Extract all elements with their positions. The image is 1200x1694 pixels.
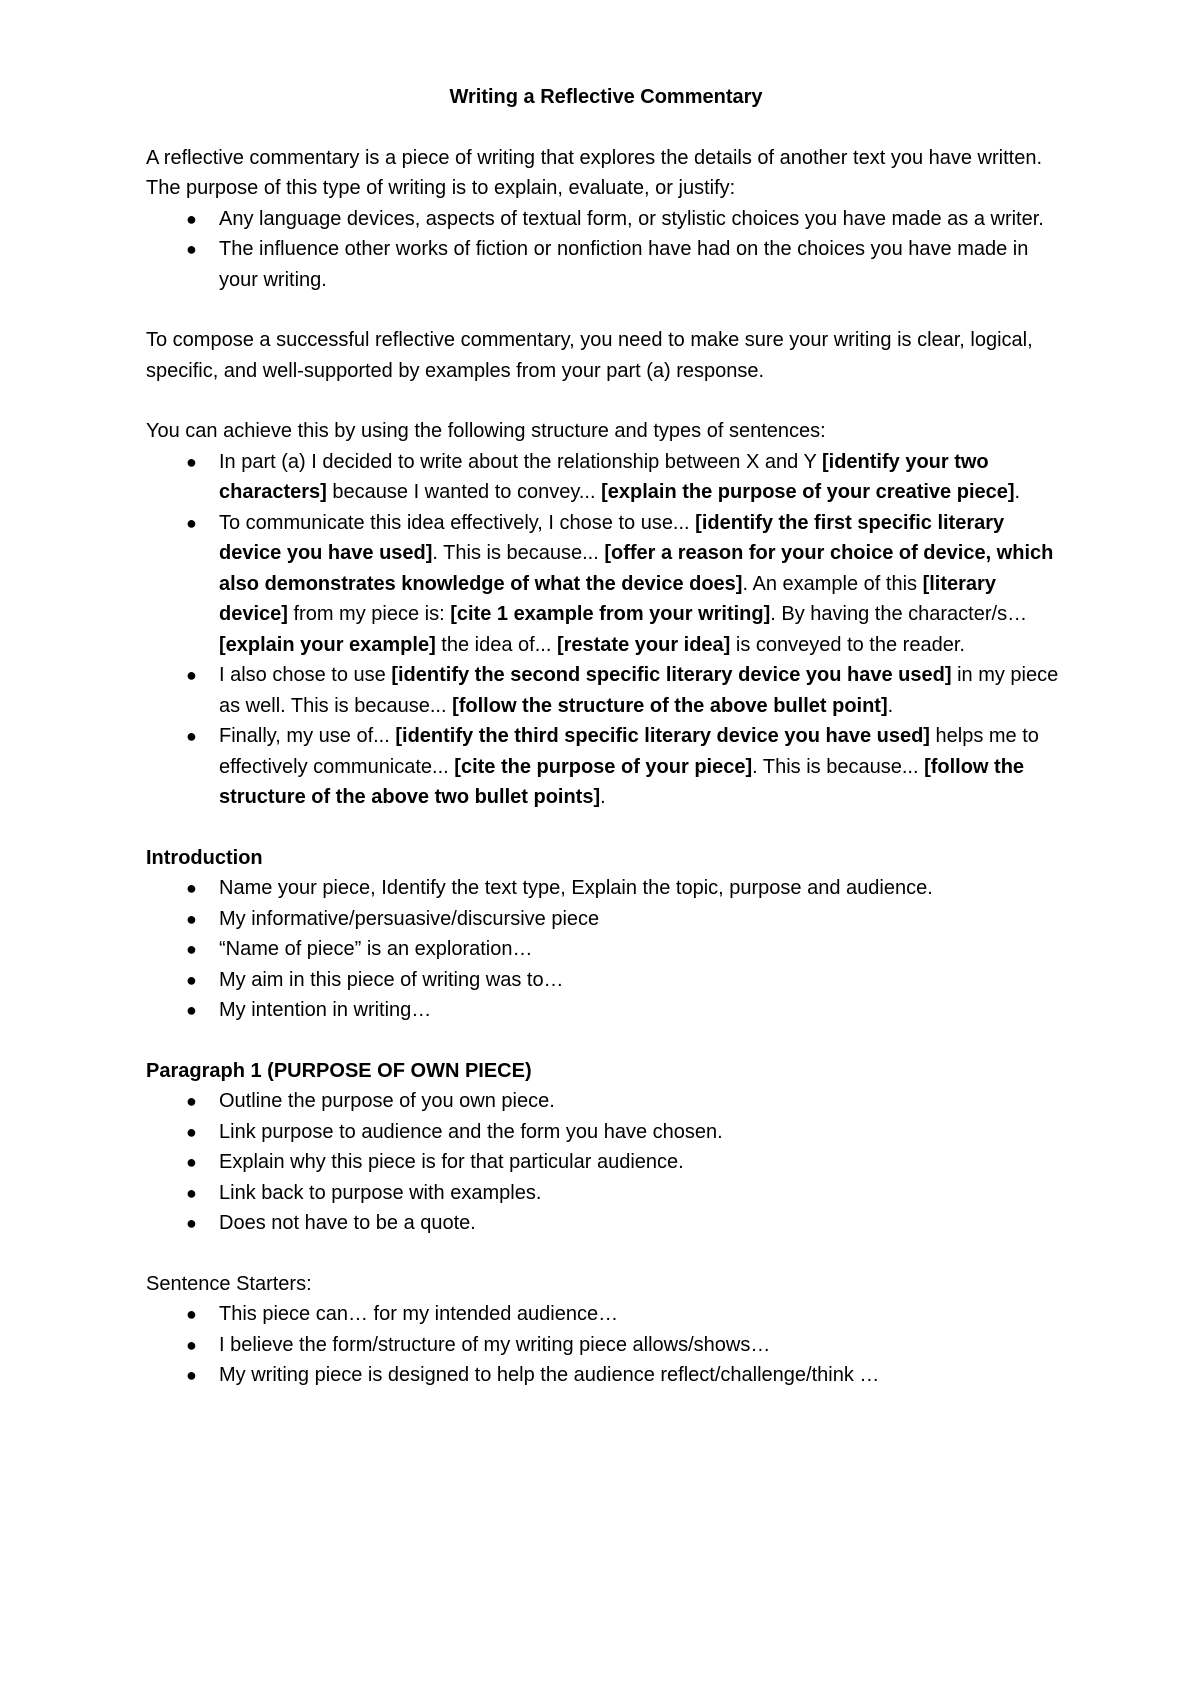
bullet-icon: ● (186, 665, 197, 685)
bold-placeholder: [restate your idea] (556, 633, 731, 656)
list-item: ● Any language devices, aspects of textual form, or stylistic choices you have made as a writer. (146, 204, 1066, 235)
bullet-icon: ● (186, 1182, 197, 1203)
bullet-icon: ● (186, 1000, 197, 1020)
bullet-icon: ● (186, 726, 197, 746)
list-item: ● The influence other works of fiction or nonfiction have had on the choices you have made in your writing. (146, 234, 1066, 295)
rich-text (219, 451, 1020, 504)
bullet-icon: ● (186, 239, 197, 259)
list-item: ● This piece can… for my intended audience… (146, 1299, 1066, 1330)
list-item (146, 508, 1066, 661)
intro-paragraph: A reflective commentary is a piece of writing that explores the details of another text you have written. The purpose of this type of writing is to explain, evaluate, or justify: (146, 146, 1043, 199)
list-item (146, 447, 1066, 508)
bold-placeholder: [cite the purpose of your piece] (454, 755, 753, 778)
bullet-icon: ● (186, 939, 197, 959)
text-segment: . This is because... (752, 755, 925, 778)
structure-bullet-list (146, 447, 1066, 813)
bold-placeholder: [identify your two characters] (219, 450, 989, 503)
text-segment: . (1014, 481, 1021, 503)
text-segment: To communicate this idea effectively, I chose to use... (219, 511, 696, 534)
bold-placeholder: [explain your example] (219, 633, 436, 656)
list-item: ● Link purpose to audience and the form you have chosen. (146, 1117, 1066, 1148)
structure-intro: You can achieve this by using the following structure and types of sentences: (146, 420, 826, 442)
bullet-icon: ● (186, 1304, 197, 1324)
text-segment: from my piece is: (287, 603, 451, 625)
sentence-starters-bullet-list (146, 1299, 1066, 1391)
text-segment: because I wanted to convey... (326, 481, 602, 503)
bullet-icon: ● (186, 908, 197, 929)
bullet-icon: ● (186, 1334, 197, 1355)
list-item: ● Name your piece, Identify the text type, Explain the topic, purpose and audience. (146, 873, 1066, 904)
list-item: ● My aim in this piece of writing was to… (146, 965, 1066, 996)
list-item: ● Outline the purpose of you own piece. (146, 1086, 1066, 1117)
sentence-starters-heading: Sentence Starters: (146, 1272, 312, 1295)
rich-text (219, 725, 1039, 808)
list-item: ● My writing piece is designed to help the audience reflect/challenge/think … (146, 1360, 1066, 1391)
bullet-icon: ● (186, 1121, 197, 1142)
bold-placeholder: [literary device] (219, 572, 996, 625)
text-segment: Finally, my use of... (219, 725, 396, 747)
paragraph1-bullet-list (146, 1086, 1066, 1239)
list-item: ● My informative/persuasive/discursive piece (146, 904, 1066, 935)
list-item: ● Explain why this piece is for that particular audience. (146, 1147, 1066, 1178)
bold-placeholder: [cite 1 example from your writing] (450, 603, 771, 625)
bullet-icon: ● (186, 208, 197, 229)
bullet-icon: ● (186, 512, 197, 533)
text-segment: I also chose to use (219, 664, 392, 686)
bullet-icon: ● (186, 1213, 197, 1233)
text-segment: the idea of... (435, 633, 557, 656)
list-item (146, 660, 1066, 721)
bold-placeholder: [follow the structure of the above bullet point] (452, 694, 888, 717)
introduction-heading: Introduction (146, 846, 263, 869)
bullet-icon: ● (186, 1091, 197, 1111)
introduction-bullet-list (146, 873, 1066, 1026)
text-segment: In part (a) I decided to write about the relationship between X and Y (219, 450, 822, 473)
list-item: ● Link back to purpose with examples. (146, 1178, 1066, 1209)
bullet-icon: ● (186, 1365, 197, 1385)
list-item: ● I believe the form/structure of my writing piece allows/shows… (146, 1330, 1066, 1361)
rich-text (219, 512, 1053, 656)
text-segment: . (600, 786, 606, 808)
list-item: ● My intention in writing… (146, 995, 1066, 1026)
paragraph1-heading: Paragraph 1 (PURPOSE OF OWN PIECE) (146, 1059, 532, 1082)
intro-bullet-list (146, 204, 1066, 296)
text-segment: . This is because... (432, 542, 605, 564)
document-title: Writing a Reflective Commentary (449, 86, 763, 108)
document-page (146, 82, 1066, 1391)
bold-placeholder: [explain the purpose of your creative piece] (601, 481, 1015, 503)
list-item (146, 721, 1066, 813)
bullet-icon: ● (186, 1152, 197, 1172)
bullet-icon: ● (186, 451, 197, 472)
text-segment: helps me to effectively communicate... (219, 725, 1039, 778)
text-segment: . (887, 694, 894, 717)
text-segment: is conveyed to the reader. (730, 633, 965, 656)
bold-placeholder: [offer a reason for your choice of device, which also demonstrates knowledge of what the device does] (219, 542, 1054, 595)
list-item: ● Does not have to be a quote. (146, 1208, 1066, 1239)
bullet-icon: ● (186, 878, 197, 898)
text-segment: . By having the character/s… (770, 603, 1028, 625)
text-segment: . An example of this (742, 572, 923, 595)
list-item: ● “Name of piece” is an exploration… (146, 934, 1066, 965)
bullet-icon: ● (186, 969, 197, 990)
rich-text (219, 664, 1058, 717)
compose-paragraph: To compose a successful reflective commentary, you need to make sure your writing is clear, logical, specific, and well-supported by examples from your part (a) response. (146, 329, 1033, 382)
bold-placeholder: [identify the second specific literary device you have used] (391, 664, 952, 686)
bold-placeholder: [follow the structure of the above two bullet points] (219, 755, 1025, 808)
bold-placeholder: [identify the first specific literary device you have used] (219, 511, 1005, 564)
text-segment: in my piece as well. This is because... (219, 664, 1059, 717)
bold-placeholder: [identify the third specific literary device you have used] (395, 725, 930, 747)
